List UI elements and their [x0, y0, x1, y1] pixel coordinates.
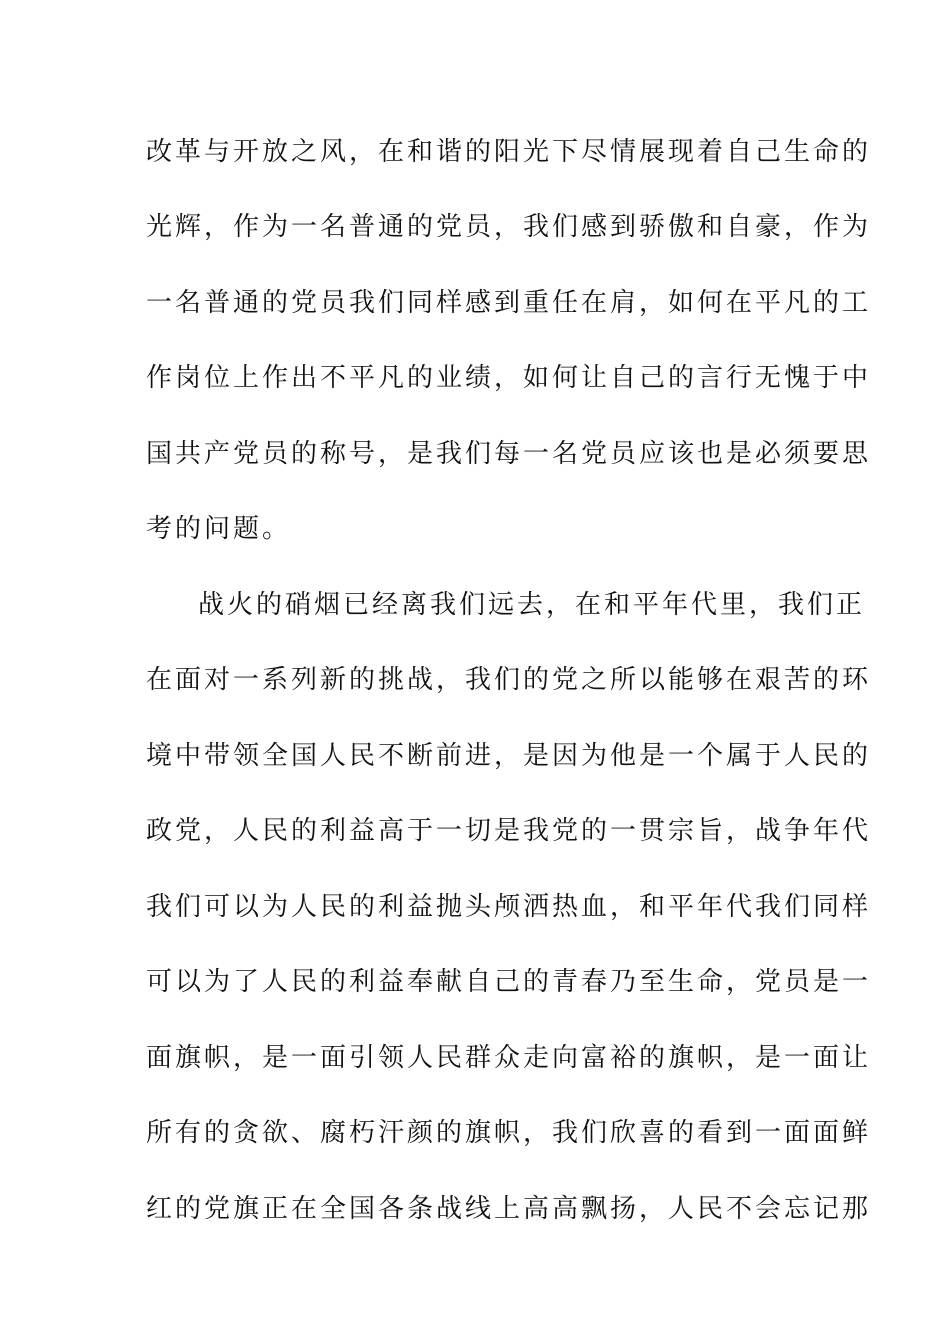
text-line: 光辉，作为一名普通的党员，我们感到骄傲和自豪，作为 [146, 212, 872, 242]
text-line: 在面对一系列新的挑战，我们的党之所以能够在艰苦的环 [146, 665, 872, 695]
text-line: 可以为了人民的利益奉献自己的青春乃至生命，党员是一 [146, 967, 872, 997]
text-line: 面旗帜，是一面引领人民群众走向富裕的旗帜，是一面让 [146, 1043, 872, 1073]
text-line: 所有的贪欲、腐朽汗颜的旗帜，我们欣喜的看到一面面鲜 [146, 1118, 872, 1148]
text-line: 境中带领全国人民不断前进，是因为他是一个属于人民的 [146, 741, 872, 771]
text-line: 国共产党员的称号，是我们每一名党员应该也是必须要思 [146, 439, 872, 469]
text-line: 红的党旗正在全国各条战线上高高飘扬，人民不会忘记那 [146, 1194, 872, 1224]
text-line: 一名普通的党员我们同样感到重任在肩，如何在平凡的工 [146, 288, 872, 318]
text-line: 我们可以为人民的利益抛头颅洒热血，和平年代我们同样 [146, 892, 872, 922]
paragraph-first-line: 战火的硝烟已经离我们远去，在和平年代里，我们正 [198, 590, 866, 620]
text-line: 改革与开放之风，在和谐的阳光下尽情展现着自己生命的 [146, 137, 872, 167]
text-line: 考的问题。 [146, 514, 292, 544]
text-line: 作岗位上作出不平凡的业绩，如何让自己的言行无愧于中 [146, 363, 872, 393]
text-line: 政党，人民的利益高于一切是我党的一贯宗旨，战争年代 [146, 816, 872, 846]
